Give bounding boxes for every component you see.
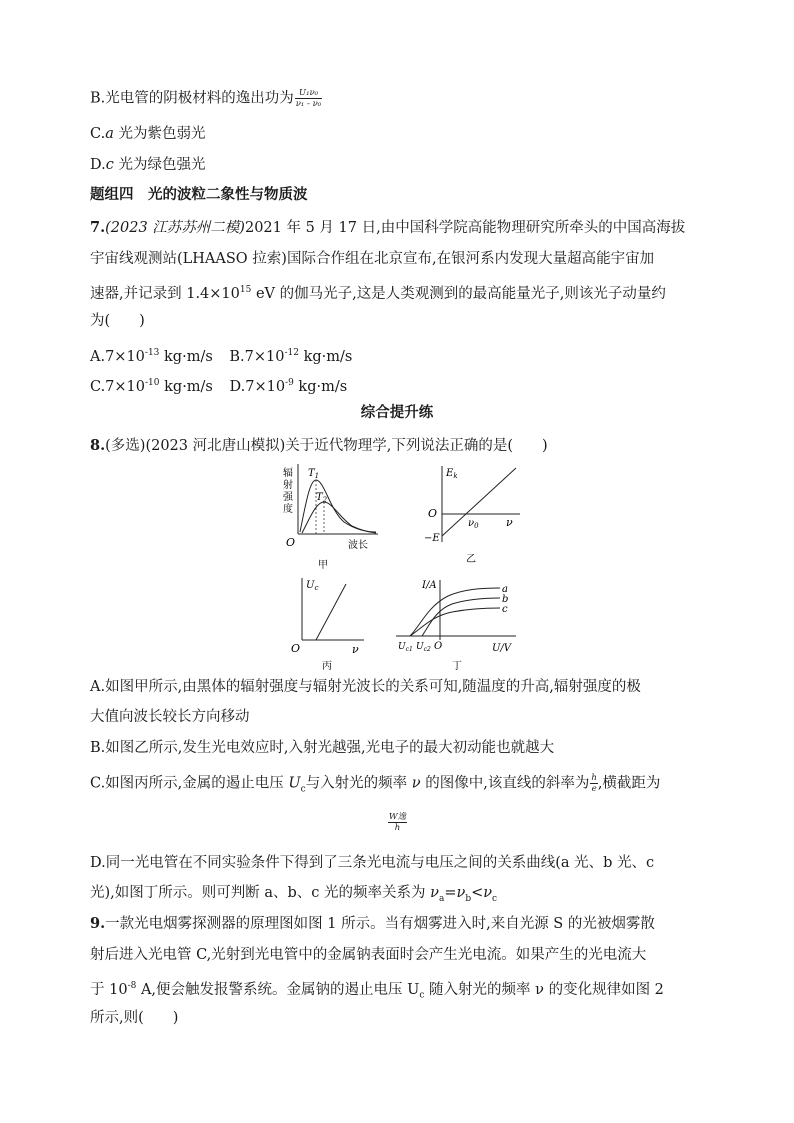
q7-option-a: $A.7\times 10^{-13}$ kg·m/s — [90, 348, 213, 365]
q7-line-1: 7.(2023 江苏苏州二模)2021 年 5 月 17 日,由中国科学院高能物理研究所牵头的中国高海拔 — [90, 219, 686, 236]
q9-line-3: 于 $10^{-8}$ A,便会触发报警系统。金属钠的遏止电压 $U_c$ 随入射光的频率 ν 的变化规律如图 2 — [90, 981, 664, 1001]
option-d-green-light: D.c 光为绿色强光 — [90, 157, 206, 173]
q7-options-ab — [90, 343, 352, 367]
yi-nu0-label: $\nu_0$ — [468, 518, 479, 530]
jia-origin: O — [286, 536, 296, 549]
ding-label-c: c — [502, 604, 508, 615]
bing-ylabel: $U_c$ — [306, 580, 319, 592]
q7-line-3: 速器,并记录到 $1.4\times 10^{15}$ eV 的伽马光子,这是人类观测到的最高能量光子,则该光子动量约 — [90, 285, 666, 302]
ding-curve-a — [410, 588, 500, 636]
jia-ylabel-4: 度 — [283, 504, 293, 515]
q7-option-c: $C.7\times 10^{-10}$ kg·m/s — [90, 378, 213, 395]
yi-caption: 乙 — [466, 554, 476, 565]
jia-ylabel-1: 辐 — [283, 468, 293, 479]
q9-line-1: 9.一款光电烟雾探测器的原理图如图 1 所示。当有烟雾进入时,来自光源 S 的光被烟雾散 — [90, 915, 655, 932]
yi-xlabel: ν — [506, 516, 513, 529]
q9-line-4: 所示,则( ) — [90, 1010, 179, 1026]
section-heading-comprehensive: 综合提升练 — [360, 404, 434, 421]
q8-option-a-line2: 大值向波长较长方向移动 — [90, 709, 250, 725]
slope-fraction: $\frac{h}{e}$ — [591, 773, 597, 794]
figure-jia-blackbody — [278, 462, 388, 572]
ding-label-a: a — [502, 584, 508, 595]
jia-caption: 甲 — [318, 560, 328, 571]
q8-option-b: B.如图乙所示,发生光电效应时,入射光越强,光电子的最大初动能也就越大 — [90, 740, 555, 756]
bing-origin: O — [291, 642, 301, 655]
q7-option-d: $D.7\times 10^{-9}$ kg·m/s — [229, 378, 348, 395]
ding-ylabel: I/A — [422, 580, 437, 591]
figure-yi-photoelectric-ek — [420, 462, 530, 572]
work-function-fraction: $\frac{\text{U₁ν₀}}{\text{ν₁ - ν₀}}$ — [295, 88, 322, 109]
ding-label-b: b — [502, 594, 509, 605]
bing-line — [316, 584, 346, 640]
section-heading-group4: 题组四 光的波粒二象性与物质波 — [90, 186, 308, 203]
q7-options-cd — [90, 373, 347, 397]
yi-neg-label: −E — [424, 533, 440, 544]
figure-bing-stopping-voltage — [288, 576, 368, 676]
intercept-fraction: $\frac{\text{W逸}}{h}$ — [388, 812, 407, 833]
jia-t1-label: $T_1$ — [308, 468, 320, 480]
q8-stem: 8.(多选)(2023 河北唐山模拟)关于近代物理学,下列说法正确的是( ) — [90, 437, 548, 454]
bing-xlabel: ν — [352, 643, 359, 656]
ding-origin: O — [434, 641, 443, 652]
q7-line-2: 宇宙线观测站(LHAASO 拉索)国际合作组在北京宣布,在银河系内发现大量超高能宇宙加 — [90, 251, 655, 267]
q7-line-4: 为( ) — [90, 313, 145, 329]
q8-option-d-line1: D.同一光电管在不同实验条件下得到了三条光电流与电压之间的关系曲线(a 光、b 光、c — [90, 855, 655, 871]
bing-caption: 丙 — [322, 661, 332, 672]
jia-t2-label: $T_2$ — [316, 492, 328, 504]
ding-xlabel: U/V — [492, 643, 512, 654]
ding-curve-c — [410, 608, 500, 636]
q8-option-d-line2: 光),如图丁所示。则可判断 a、b、c 光的频率关系为 $\nu_a=\nu_b<\nu_c$ — [90, 885, 498, 904]
jia-xlabel: 波长 — [348, 540, 368, 551]
jia-ylabel-2: 射 — [283, 480, 293, 491]
jia-ylabel-3: 强 — [283, 492, 293, 503]
option-b-work-function: B.光电管的阴极材料的逸出功为 $\frac{\text{U₁ν₀}}{\text{ν₁ - ν₀}}$ — [90, 88, 322, 109]
ding-uc2-label: $U_{c2}$ — [416, 642, 431, 653]
yi-ylabel: $E_k$ — [446, 468, 458, 480]
ding-curve-b — [422, 598, 500, 636]
jia-curve-t2 — [302, 502, 376, 533]
q8-option-c: C.如图丙所示,金属的遏止电压 $U_c$与入射光的频率 ν 的图像中,该直线的斜率为 $\frac{h}{e}$ ,横截距为 — [90, 773, 661, 795]
option-c-violet-light: C.a 光为紫色弱光 — [90, 126, 206, 142]
ding-caption: 丁 — [452, 661, 462, 672]
jia-curve-t1 — [300, 480, 376, 532]
ding-uc1-label: $U_{c1}$ — [398, 642, 413, 653]
q7-option-b: $B.7\times 10^{-12}$ kg·m/s — [229, 348, 353, 365]
q8-option-c-intercept — [0, 812, 794, 833]
q9-line-2: 射后进入光电管 C,光射到光电管中的金属钠表面时会产生光电流。如果产生的光电流大 — [90, 947, 647, 963]
figure-ding-iv-curves — [392, 576, 522, 676]
q8-option-a-line1: A.如图甲所示,由黑体的辐射强度与辐射光波长的关系可知,随温度的升高,辐射强度的极 — [90, 679, 641, 695]
yi-origin: O — [428, 507, 438, 520]
